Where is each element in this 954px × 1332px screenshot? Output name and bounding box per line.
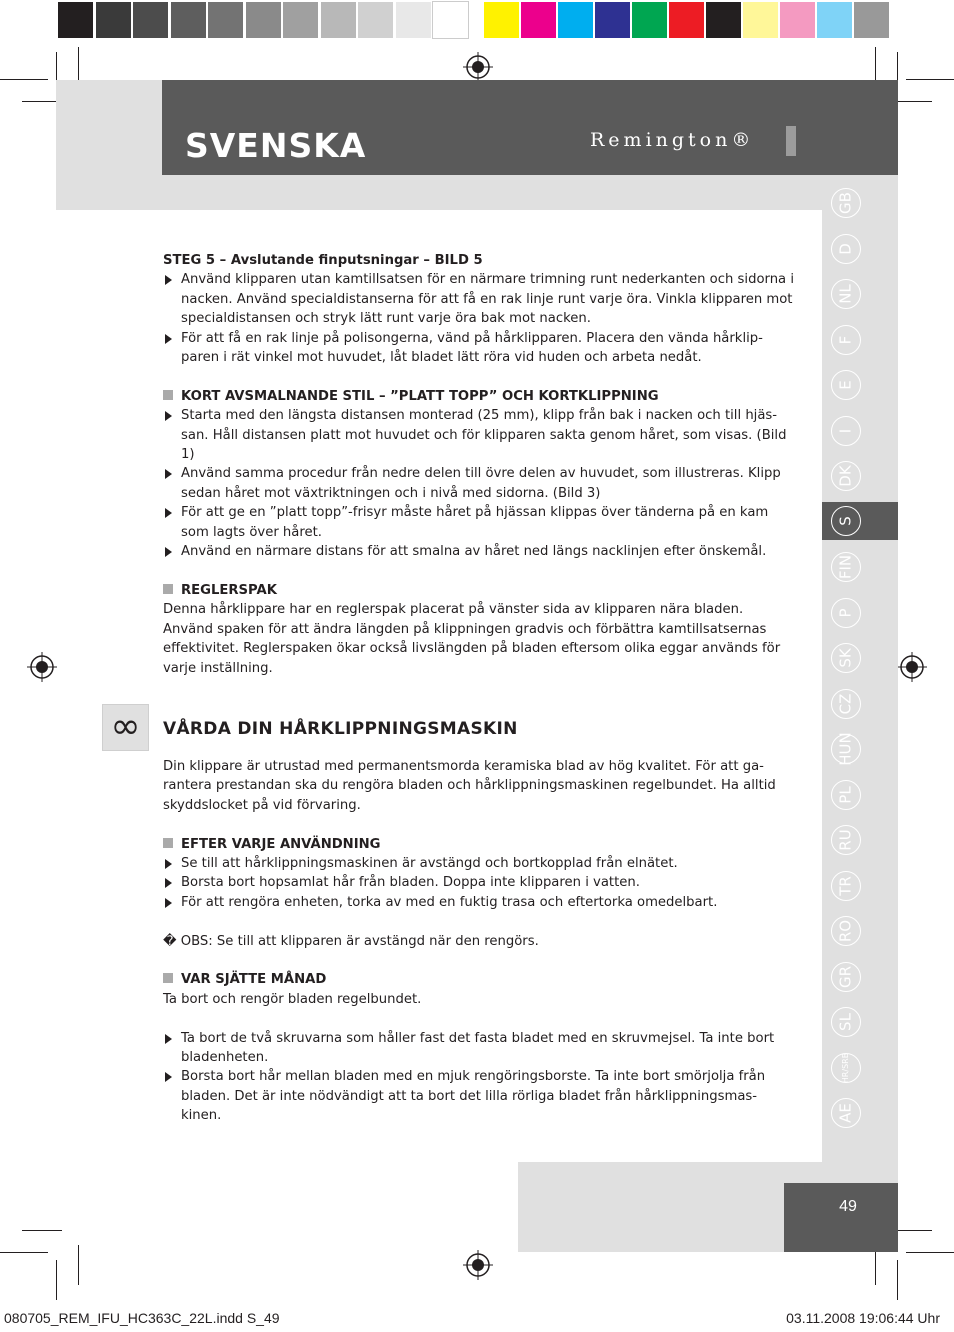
language-label: CZ	[836, 693, 855, 714]
lever-text: Denna hårklippare har en reglerspak placerat på vänster sida av klipparen nära bladen. Använd spaken för att ändra längden på klippningen gradvis och förbättra kamtillsatsernas effektivitet. Reglerspaken ökar också livslängden på bladen eftersom olika eggar används för varje inställning.	[163, 602, 781, 676]
brand-bar	[786, 126, 796, 156]
language-tab-ro[interactable]	[831, 916, 861, 946]
language-label: GR	[836, 965, 855, 988]
list-item: Starta med den längsta distansen monterad (25 mm), klipp från bak i nacken och till hjäs-san. Håll distansen platt mot huvudet och för klipparen sakta genom håret, som visas. (Bild 1)	[163, 406, 797, 464]
language-tab-nl[interactable]	[831, 279, 861, 309]
language-tab-pl[interactable]	[831, 780, 861, 810]
swatch	[706, 2, 741, 38]
page-title: SVENSKA	[185, 126, 367, 165]
language-tab-s[interactable]	[822, 502, 898, 540]
list-item: Se till att hårklippningsmaskinen är avstängd och bortkopplad från elnätet.	[163, 854, 797, 873]
language-tab-sk[interactable]	[831, 643, 861, 673]
language-tab-p[interactable]	[831, 598, 861, 628]
list-item: För att rengöra enheten, torka av med en fuktig trasa och eftertorka omedelbart.	[163, 893, 797, 912]
language-tab-d[interactable]	[831, 234, 861, 264]
warning-icon: �	[163, 933, 177, 949]
care-section-box	[102, 704, 149, 751]
short-style-heading: KORT AVSMALNANDE STIL – ”PLATT TOPP” OCH KORTKLIPPNING	[163, 387, 797, 406]
language-label: AE	[836, 1103, 855, 1123]
lever-heading: REGLERSPAK	[163, 581, 797, 600]
language-label: PL	[836, 785, 855, 804]
language-tab-dk[interactable]	[831, 461, 861, 491]
after-use-heading: EFTER VARJE ANVÄNDNING	[163, 835, 797, 854]
swatch	[171, 2, 206, 38]
care-title: VÅRDA DIN HÅRKLIPPNINGSMASKIN	[163, 718, 518, 739]
list-item: Ta bort de två skruvarna som håller fast det fasta bladet med en skruvmejsel. Ta inte bort bladenheten.	[163, 1029, 797, 1068]
language-label: NL	[836, 284, 855, 304]
swatch	[133, 2, 168, 38]
registration-mark-icon	[463, 52, 493, 82]
swatch	[484, 2, 519, 38]
square-bullet-icon	[163, 838, 173, 848]
list-item: Borsta bort hår mellan bladen med en mjuk rengöringsborste. Ta inte bort smörjolja från bladen. Det är inte nödvändigt att ta bort det lilla rörliga bladet från hårklippningsmas-kinen.	[163, 1067, 797, 1125]
language-tab-gr[interactable]	[831, 962, 861, 992]
crop-mark	[78, 1245, 79, 1285]
registration-mark-icon	[27, 652, 57, 682]
main-content	[163, 251, 797, 1126]
swatch	[632, 2, 667, 38]
crop-mark	[892, 1230, 932, 1231]
obs-note: � OBS: Se till att klipparen är avstängd när den rengörs.	[163, 933, 539, 949]
swatch	[321, 2, 356, 38]
language-tab-ae[interactable]	[831, 1098, 861, 1128]
footer-file-info: 080705_REM_IFU_HC363C_22L.indd S_49	[4, 1310, 280, 1326]
six-month-heading: VAR SJÄTTE MÅNAD	[163, 970, 797, 989]
language-label: GB	[836, 192, 855, 214]
language-tab-gb[interactable]	[831, 188, 861, 218]
crop-mark	[906, 79, 954, 80]
language-tab-fin[interactable]	[831, 552, 861, 582]
crop-mark	[0, 79, 48, 80]
swatch	[854, 2, 889, 38]
swatch	[669, 2, 704, 38]
language-label: RO	[836, 919, 855, 943]
swatch	[595, 2, 630, 38]
swatch	[558, 2, 593, 38]
language-tab-tr[interactable]	[831, 871, 861, 901]
square-bullet-icon	[163, 973, 173, 983]
language-tab-sl[interactable]	[831, 1007, 861, 1037]
language-label: S	[836, 515, 855, 526]
swatch	[96, 2, 131, 38]
list-item: För att få en rak linje på polisongerna, vänd på hårklipparen. Placera den vända hårklip-paren i rät vinkel mot huvudet, låt bladet lätt röra vid huden och arbeta nedåt.	[163, 329, 797, 368]
six-month-text: Ta bort och rengör bladen regelbundet.	[163, 991, 422, 1007]
language-label: HR/SRB	[841, 1052, 850, 1083]
registration-mark-icon	[897, 652, 927, 682]
language-label: D	[836, 242, 855, 255]
crop-mark	[0, 1252, 48, 1253]
language-tab-f[interactable]	[831, 325, 861, 355]
language-tab-i[interactable]	[831, 416, 861, 446]
language-label: SL	[836, 1013, 855, 1031]
brand-logo: Remington®	[590, 129, 755, 151]
page-number: 49	[839, 1198, 857, 1215]
language-label: TR	[836, 875, 855, 896]
language-tab-e[interactable]	[831, 370, 861, 400]
crop-mark	[56, 1260, 57, 1300]
list-item: För att ge en ”platt topp”-frisyr måste håret på hjässan klippas över tänderna på en kam som lagts över håret.	[163, 503, 797, 542]
swatch	[396, 2, 431, 38]
language-tab-cz[interactable]	[831, 689, 861, 719]
language-label: SK	[836, 648, 855, 668]
square-bullet-icon	[163, 390, 173, 400]
swatch	[521, 2, 556, 38]
footer-date: 03.11.2008 19:06:44 Uhr	[786, 1310, 940, 1326]
swatch	[283, 2, 318, 38]
swatch	[246, 2, 281, 38]
language-tab-ru[interactable]	[831, 825, 861, 855]
list-item: Använd en närmare distans för att smalna av håret ned längs nacklinjen efter önskemål.	[163, 542, 797, 561]
square-bullet-icon	[163, 584, 173, 594]
language-label: E	[836, 380, 855, 390]
language-label: DK	[836, 465, 855, 487]
swatch	[780, 2, 815, 38]
language-label: RU	[836, 829, 855, 851]
language-label: F	[836, 335, 855, 344]
swatch	[58, 2, 93, 38]
infinity-icon: ∞	[110, 706, 141, 747]
swatch	[358, 2, 393, 38]
list-item: Använd samma procedur från nedre delen till övre delen av huvudet, som illustreras. Klipp sedan håret mot växtriktningen och i nivå med sidorna. (Bild 3)	[163, 464, 797, 503]
page-number-box	[784, 1183, 898, 1252]
swatch	[208, 2, 243, 38]
crop-mark	[897, 1260, 898, 1300]
swatch	[433, 2, 468, 38]
list-item: Använd klipparen utan kamtillsatsen för en närmare trimning runt nederkanten och sidorna i nacken. Använd specialdistanserna för att få en rak linje runt varje öra. Vinkla klipparen mot specialdistansen och stryk lätt runt varje öra bak mot nacken.	[163, 270, 797, 328]
language-label: HUN	[836, 732, 855, 766]
crop-mark	[22, 1230, 62, 1231]
care-text: Din klippare är utrustad med permanentsmorda keramiska blad av hög kvalitet. För att ga-rantera prestandan ska du rengöra bladen och hårklippningsmaskinen regelbundet. Ha alltid skyddslocket på vid förvaring.	[163, 758, 776, 813]
registration-mark-icon	[463, 1250, 493, 1280]
language-label: P	[836, 607, 855, 618]
swatch	[743, 2, 778, 38]
swatch	[817, 2, 852, 38]
language-label: FIN	[836, 554, 855, 580]
step5-heading: STEG 5 – Avslutande finputsningar – BILD 5	[163, 253, 483, 268]
language-tab-hr-srb[interactable]	[831, 1053, 861, 1083]
language-label: I	[836, 428, 855, 433]
crop-mark	[892, 101, 932, 102]
language-tab-hun[interactable]	[831, 734, 861, 764]
crop-mark	[906, 1252, 954, 1253]
list-item: Borsta bort hopsamlat hår från bladen. Doppa inte klipparen i vatten.	[163, 873, 797, 892]
